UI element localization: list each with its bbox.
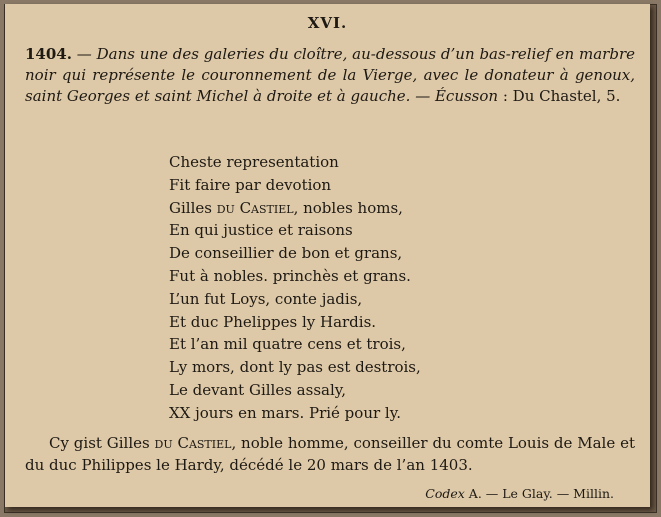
verse-block (169, 151, 609, 425)
description-text: Dans une des galeries du cloître, au-dessous d’un bas-relief en marbre noir qui représente le couronnement de la Vierge, avec le donateur à genoux, saint Georges et saint Michel à droite et à gauche. (25, 45, 635, 105)
epitaph-text (25, 432, 635, 476)
dash: — (410, 87, 435, 105)
section-heading: XVI. (307, 14, 348, 32)
verse-line: Ly mors, dont ly pas est destrois, (169, 358, 421, 377)
verse-text: Gilles (169, 198, 217, 217)
inscription-number: 1404. (25, 45, 72, 63)
epitaph-part: Cy gist Gilles (49, 434, 155, 452)
codex-label: Codex (425, 486, 465, 501)
dash: — (71, 45, 97, 63)
citation-rest: A. — Le Glay. — Millin. (464, 486, 614, 501)
verse-line: Fut à nobles. princhès et grans. (169, 266, 411, 285)
ecusson-value: : Du Chastel, 5. (498, 87, 621, 105)
source-citation (425, 486, 614, 501)
name-small-caps: du Castiel (216, 198, 294, 217)
inscription-description (25, 44, 635, 107)
verse-line: Et duc Phelippes ly Hardis. (169, 312, 377, 331)
ecusson-label: Écusson (434, 87, 499, 105)
verse-line (169, 197, 609, 220)
verse-line: En qui justice et raisons (169, 221, 353, 240)
verse-line: De conseillier de bon et grans, (169, 244, 403, 263)
verse-line: Le devant Gilles assaly, (169, 380, 347, 399)
verse-line: Fit faire par devotion (169, 175, 332, 194)
epitaph-paragraph (25, 432, 635, 476)
verse-line: L’un fut Loys, conte jadis, (169, 289, 363, 308)
document-page (5, 4, 650, 507)
verse-line: Cheste representation (169, 153, 339, 171)
verse-line: Et l’an mil quatre cens et trois, (169, 335, 406, 354)
epitaph-part: , noble homme, conseiller du comte Louis de Male et du duc Philippes le Hardy, décédé le 20 mars de l’an 1403. (25, 434, 635, 474)
verse-text: , nobles homs, (293, 198, 403, 217)
verse-line: XX jours en mars. Prié pour ly. (169, 403, 401, 422)
name-small-caps: du Castiel (154, 434, 232, 452)
